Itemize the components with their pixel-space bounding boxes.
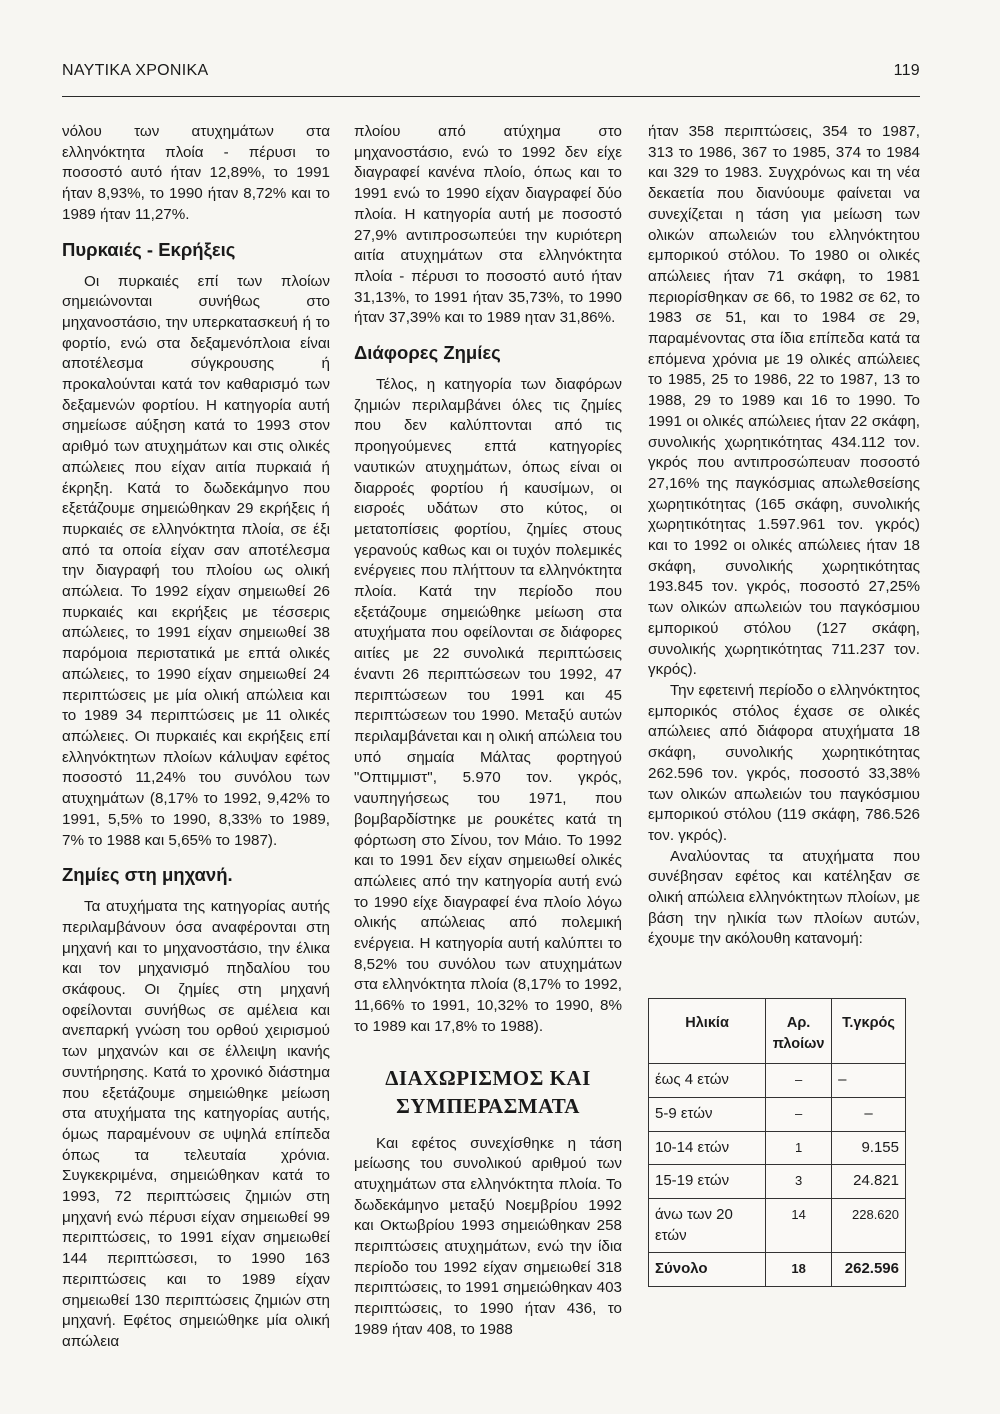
paragraph: Και εφέτος συνεχίσθηκε η τάση μείωσης του συνολικού αριθμού των ατυχημάτων στα ελληνόκτητα πλοία. Το δωδεκάμηνο μεταξύ Νοεμβρίου 1992 και Οκτωβρίου 1993 σημειώθηκαν 258 περιπτώσεις ατυχημάτων, ενώ την ίδια περίοδο του 1992 είχαν σημειωθεί 318 περιπτώσεις, το 1991 σημειώθηκαν 403 περιπτώσεις, το 1990 ήταν 436, το 1989 ήταν 408, το 1988 — [354, 1134, 622, 1338]
paragraph: νόλου των ατυχημάτων στα ελληνόκτητα πλοία - πέρυσι το ποσοστό αυτό ήταν 12,89%, το 1991 ήταν 8,93%, το 1990 ήταν 8,72% και το 1989 ήταν 11,27%. — [62, 123, 330, 223]
section-heading: ΔΙΑΧΩΡΙΣΜΟΣ ΚΑΙ ΣΥΜΠΕΡΑΣΜΑΤΑ — [385, 1065, 591, 1118]
cell-age: 5-9 ετών — [649, 1097, 766, 1131]
cell-grt: – — [832, 1064, 906, 1098]
column-1 — [62, 122, 330, 1353]
heading-fires: Πυρκαιές - Εκρήξεις — [62, 238, 236, 260]
paragraph: Τέλος, η κατηγορία των διαφόρων ζημιών περιλαμβάνει όλες τις ζημίες που δεν καλύπτονται από τις προηγούμενες επτά κατηγορίες ναυτικών ατυχημάτων, όπως είναι οι διαρροές φορτίου ή καυσίμων, οι εισροές υδάτων στο κύτος, οι μετατοπίσεις φορτίου, ζημίες στους γερανούς καθως και οι τυχόν πολεμικές ενέργειες που πλήττουν τα ελληνόκτητα πλοία. Κατά την περίοδο που εξετάζουμε σημειώθηκε μείωση στα ατυχήματα που οφείλονται σε διάφορες αιτίες με 22 συνολικά περιπτώσεις έναντι 26 περιπτώσεων του 1992, 47 περιπτώσεων του 1991 και 45 περιπτώσεων του 1990. Μεταξύ αυτών περιλαμβάνεται και η ολική απώλεια του υπό σημαία Μάλτας φορτηγού "Οπτιμμιστ", 5.970 τον. γκρός, ναυπηγήσεως του 1971, που βομβαρδίστηκε με ρουκέτες κατά τη φόρτωση στο Σίνου, τον Μάιο. Το 1992 και το 1991 δεν είχαν σημειωθεί ολικές απώλειες από την κατηγορία αυτή ενώ το 1990 είχε διαγραφεί ένα πλοίο λόγω ολικής απώλειας από πολεμική ενέργεια. Η κατηγορία αυτή καλύπτει το 8,52% του συνόλου των ατυχημάτων στα ελληνόκτητα πλοία (8,17% το 1992, 11,66% το 1991, 10,32% το 1990, 8% το 1989 και 17,8% το 1988). — [354, 376, 622, 1035]
journal-title: ΝΑΥΤΙΚΑ ΧΡΟΝΙΚΑ — [62, 62, 209, 79]
cell-grt: – — [832, 1097, 906, 1131]
cell-grt: 228.620 — [832, 1198, 906, 1252]
table-row — [649, 1198, 906, 1252]
header-age: Ηλικία — [649, 999, 766, 1064]
cell-age: άνω των 20 ετών — [649, 1198, 766, 1252]
paragraph: Οι πυρκαιές επί των πλοίων σημειώνονται συνήθως στο μηχανοστάσιο, την υπερκατασκευή ή το φορτίο, ενώ στα δεξαμενόπλοια είναι αποτέλεσμα σύγκρουσης ή προκαλούνται κατά τον καθαρισμό των δεξαμενών φορτίου. Η κατηγορία αυτή σημείωσε αύξηση κατά το 1993 στον αριθμό των ατυχημάτων και στις ολικές απώλειες που είχαν αιτία πυρκαιά ή έκρηξη. Κατά το δωδεκάμηνο που εξετάζουμε σημειώθηκαν 29 εκρήξεις ή πυρκαιές σε ελληνόκτητα πλοία, σε έξι από τα οποία είχαν σαν αποτέλεσμα την διαγραφή του πλοίου ως ολική απώλεια. Το 1992 είχαν σημειωθεί 26 πυρκαιές και εκρήξεις με τέσσερις απώλειες, το 1991 είχαν σημειωθεί 38 παρόμοια περιστατικά με επτά ολικές απώλειες, το 1990 είχαν σημειωθεί 24 περιπτώσεις με μία ολική απώλεια και το 1989 34 περιπτώσεις με 11 ολικές απώλειες. Οι πυρκαιές και εκρήξεις επί ελληνόκτητων πλοίων κάλυψαν εφέτος ποσοστό 11,24% του συνόλου των ατυχημάτων (8,17% το 1992, 9,42% το 1991, 5,5% το 1990, 8,33% το 1989, 7% το 1988 και 5,65% το 1987). — [62, 272, 330, 849]
column-2 — [354, 122, 622, 1341]
paragraph: ήταν 358 περιπτώσεις, 354 το 1987, 313 το 1986, 367 το 1985, 374 το 1984 και 329 το 1983. Συγχρόνως και τη νέα δεκαετία που διανύουμε φαίνεται να συνεχίζεται η τάση για μείωση των ολικών απωλειών του ελληνόκτητου εμπορικού στόλου. Το 1980 οι ολικές απώλειες ήταν 71 σκάφη, το 1981 περιορίσθηκαν σε 66, το 1982 σε 62, το 1983 σε 51, και το 1984 σε 29, παραμένοντας στα ίδια επίπεδα κατά τα επόμενα χρόνια με 19 ολικές απώλειες το 1985, 25 το 1986, 22 το 1987, 13 το 1988, 29 το 1989 και 16 το 1990. Το 1991 οι ολικές απώλειες ήταν 22 σκάφη, συνολικής χωρητικότητας 434.112 τον. γκρός που αντιπροσώπευαν ποσοστό 27,16% της παγκόσμιας απωλεθσείσης χωρητικότητας (165 σκάφη, συνολικής χωρητικότητας 1.597.961 τον. γκρός) και το 1992 οι ολικές απώλειες ήταν 18 σκάφη, συνολικής χωρητικότητας 193.845 τον. γκρός, ποσοστό 27,25% των ολικών απωλειών του παγκόσμιου εμπορικού στόλου (127 σκάφη, συνολικής χωρητικότητας 711.237 τον. γκρός). — [648, 123, 920, 679]
cell-ships: 14 — [766, 1198, 832, 1252]
paragraph: Αναλύοντας τα ατυχήματα που συνέβησαν εφέτος και κατέληξαν σε ολική απώλεια ελληνόκτητων πλοίων, με βάση την ηλικία των πλοίων αυτών, έχουμε την ακόλουθη κατανομή: — [648, 847, 920, 948]
header-ships: Αρ. πλοίων — [766, 999, 832, 1064]
cell-grt: 9.155 — [832, 1131, 906, 1165]
cell-ships: – — [766, 1097, 832, 1131]
cell-age: 10-14 ετών — [649, 1131, 766, 1165]
page-header — [62, 62, 920, 86]
paragraph: πλοίου από ατύχημα στο μηχανοστάσιο, ενώ το 1992 δεν είχε διαγραφεί κανένα πλοίο, όπως και το 1991 ενώ το 1990 είχαν διαγραφεί δύο πλοία. Η κατηγορία αυτή με ποσοστό 27,9% αντιπροσωπεύει την κυριότερη αιτία ατυχημάτων στα ελληνόκτητα πλοία - πέρυσι το ποσοστό αυτό ήταν 31,13%, το 1991 ήταν 35,73%, το 1990 ήταν 37,39% και το 1989 ηταν 31,86%. — [354, 123, 622, 327]
cell-grt: 24.821 — [832, 1165, 906, 1199]
table-row — [649, 1165, 906, 1199]
header-grt: Τ.γκρός — [832, 999, 906, 1064]
column-3 — [648, 122, 920, 1287]
total-label: Σύνολο — [649, 1253, 766, 1287]
heading-misc: Διάφορες Ζημίες — [354, 342, 501, 364]
header-rule — [62, 96, 920, 97]
total-ships: 18 — [766, 1253, 832, 1287]
cell-ships: 1 — [766, 1131, 832, 1165]
total-grt: 262.596 — [832, 1253, 906, 1287]
table-row — [649, 1097, 906, 1131]
page-number: 119 — [893, 62, 920, 79]
paragraph: Την εφετεινή περίοδο ο ελληνόκτητος εμπορικός στόλος έχασε σε ολικές απώλειες από διάφορα ατυχήματα 18 σκάφη, συνολικής χωρητικότητας 262.596 τον. γκρός, ποσοστό 33,38% των ολικών απωλειών του παγκόσμιου εμπορικού στόλου (119 σκάφη, 786.526 τον. γκρός). — [648, 681, 920, 844]
cell-ships: 3 — [766, 1165, 832, 1199]
age-distribution-table — [648, 998, 906, 1287]
paragraph: Τα ατυχήματα της κατηγορίας αυτής περιλαμβάνουν όσα αναφέρονται στη μηχανή και το μηχανοστάσιο, την έλικα και τον μηχανισμό πηδαλίου του σκάφους. Οι ζημίες στη μηχανή οφείλονται συνήθως σε αμέλεια και ανεπαρκή γνώση του ορθού χειρισμού των μηχανών και σε έλλειψη ικανής συντήρησης. Κατά το χρονικό διάστημα που εξετάζουμε σημειώθηκε μείωση στα ατυχήματα της κατηγορίας αυτής, όμως παραμένουν σε υψηλά επίπεδα όπως τα τελευταία χρόνια. Συγκεκριμένα, σημειώθηκαν κατά το 1993, 72 περιπτώσεις ζημιών στη μηχανή ενώ πέρυσι είχαν σημειωθεί 99 περιπτώσεις, το 1991 είχαν σημειωθεί 144 περιπτώσεσι, το 1990 163 περιπτώσεις και το 1989 είχαν σημειωθεί 130 περιπτώσεις ζημιών στη μηχανή. Εφέτος σημειώθηκε μία ολική απώλεια — [62, 898, 330, 1350]
cell-ships: – — [766, 1064, 832, 1098]
table-row — [649, 1131, 906, 1165]
table-row — [649, 1064, 906, 1098]
table-header-row — [649, 999, 906, 1064]
table-total-row — [649, 1253, 906, 1287]
heading-engine: Ζημίες στη μηχανή. — [62, 864, 233, 886]
cell-age: 15-19 ετών — [649, 1165, 766, 1199]
cell-age: έως 4 ετών — [649, 1064, 766, 1098]
